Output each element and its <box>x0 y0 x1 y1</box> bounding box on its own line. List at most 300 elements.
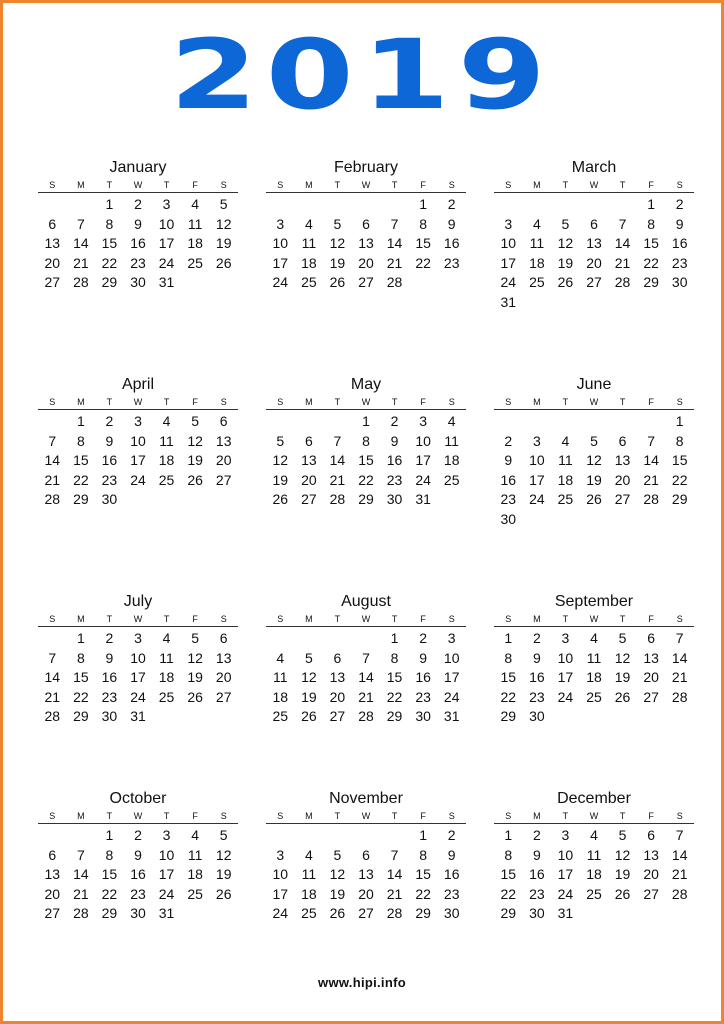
weekday-label: S <box>505 614 512 624</box>
day-cell: 5 <box>191 630 200 646</box>
day-cell: 2 <box>419 630 428 646</box>
day-cell: 13 <box>614 452 631 468</box>
weekday-header <box>266 179 466 193</box>
day-cell: 24 <box>557 885 574 902</box>
day-cell: 22 <box>386 688 403 705</box>
weekday-label: S <box>676 811 683 821</box>
day-cell: 10 <box>272 866 289 882</box>
weekday-header <box>38 396 238 410</box>
day-cell: 31 <box>158 274 175 290</box>
day-cell: 22 <box>101 254 118 271</box>
month-name: February <box>333 159 399 176</box>
days-grid <box>494 195 694 312</box>
weekday-label: W <box>589 397 599 407</box>
day-cell: 19 <box>557 254 574 271</box>
day-cell: 29 <box>415 905 431 921</box>
day-cell: 18 <box>443 452 460 468</box>
day-cell: 24 <box>557 688 574 705</box>
day-cell: 3 <box>504 215 513 232</box>
day-cell: 28 <box>614 274 631 290</box>
days-grid <box>266 195 466 293</box>
day-cell: 6 <box>304 432 313 449</box>
day-cell: 14 <box>358 669 374 685</box>
day-cell: 25 <box>158 688 175 705</box>
day-cell: 24 <box>130 688 146 705</box>
days-grid <box>494 629 694 727</box>
day-cell: 12 <box>215 846 232 863</box>
day-cell: 7 <box>76 215 85 232</box>
day-cell: 22 <box>500 885 517 902</box>
day-cell: 3 <box>134 413 142 429</box>
day-cell: 20 <box>215 669 232 685</box>
day-cell: 9 <box>105 649 114 666</box>
day-cell: 3 <box>447 630 456 646</box>
day-cell: 17 <box>272 254 289 271</box>
day-cell: 21 <box>73 885 89 902</box>
day-cell: 17 <box>158 866 175 882</box>
day-cell: 6 <box>333 649 342 666</box>
day-cell: 25 <box>301 274 317 290</box>
day-cell: 27 <box>643 885 659 902</box>
weekday-label: T <box>334 811 341 821</box>
weekday-label: W <box>361 397 371 407</box>
day-cell: 10 <box>529 452 545 468</box>
day-cell: 20 <box>358 254 374 271</box>
day-cell: 31 <box>130 708 146 724</box>
day-cell: 30 <box>101 708 118 724</box>
day-cell: 12 <box>272 452 289 468</box>
day-cell: 2 <box>105 630 114 646</box>
weekday-label: T <box>391 180 398 190</box>
day-cell: 5 <box>618 630 627 646</box>
day-cell: 5 <box>590 432 598 449</box>
day-cell: 17 <box>500 254 517 271</box>
day-cell: 16 <box>443 235 460 251</box>
month-name: June <box>576 376 612 393</box>
weekday-label: W <box>133 180 143 190</box>
day-cell: 10 <box>557 846 574 863</box>
day-cell: 3 <box>162 827 171 843</box>
day-cell: 30 <box>386 491 403 507</box>
month-march <box>494 159 694 312</box>
day-cell: 31 <box>415 491 431 507</box>
day-cell: 5 <box>219 827 228 843</box>
day-cell: 15 <box>101 235 118 251</box>
day-cell: 19 <box>272 471 289 488</box>
weekday-label: F <box>192 614 198 624</box>
day-cell: 5 <box>618 827 627 843</box>
weekday-header <box>38 810 238 824</box>
day-cell: 19 <box>614 669 631 685</box>
day-cell: 24 <box>130 471 146 488</box>
day-cell: 14 <box>73 235 89 251</box>
day-cell: 4 <box>304 215 313 232</box>
day-cell: 15 <box>101 866 118 882</box>
day-cell: 10 <box>130 432 146 449</box>
day-cell: 27 <box>215 688 232 705</box>
day-cell: 21 <box>386 254 403 271</box>
day-cell: 14 <box>44 669 61 685</box>
weekday-label: S <box>277 811 284 821</box>
days-grid <box>266 412 466 510</box>
day-cell: 9 <box>105 432 114 449</box>
day-cell: 22 <box>73 688 89 705</box>
day-cell: 26 <box>187 688 203 705</box>
day-cell: 12 <box>557 235 574 251</box>
day-cell: 1 <box>105 827 114 843</box>
day-cell: 13 <box>358 866 374 882</box>
day-cell: 10 <box>130 649 146 666</box>
day-cell: 29 <box>500 905 517 921</box>
day-cell: 13 <box>215 432 232 449</box>
day-cell: 2 <box>134 196 142 212</box>
day-cell: 22 <box>358 471 374 488</box>
day-cell: 16 <box>529 669 545 685</box>
day-cell: 29 <box>500 708 517 724</box>
day-cell: 29 <box>643 274 659 290</box>
weekday-label: W <box>589 614 599 624</box>
month-name: August <box>341 593 391 610</box>
weekday-header <box>266 810 466 824</box>
month-july <box>38 593 238 727</box>
day-cell: 19 <box>187 452 203 468</box>
day-cell: 14 <box>671 846 688 863</box>
day-cell: 15 <box>73 452 89 468</box>
day-cell: 28 <box>358 708 374 724</box>
month-name: July <box>123 593 153 610</box>
weekday-label: T <box>106 397 113 407</box>
weekday-label: S <box>505 811 512 821</box>
day-cell: 27 <box>586 274 602 290</box>
day-cell: 1 <box>76 413 85 429</box>
day-cell: 11 <box>301 235 317 251</box>
day-cell: 8 <box>105 846 114 863</box>
weekday-label: S <box>676 180 683 190</box>
day-cell: 8 <box>675 432 684 449</box>
day-cell: 18 <box>557 471 574 488</box>
weekday-label: S <box>220 614 227 624</box>
month-december <box>494 790 694 924</box>
day-cell: 5 <box>219 196 228 212</box>
day-cell: 2 <box>532 827 541 843</box>
day-cell: 8 <box>390 649 399 666</box>
day-cell: 13 <box>215 649 232 666</box>
day-cell: 9 <box>447 215 456 232</box>
day-cell: 16 <box>130 866 146 882</box>
day-cell: 20 <box>614 471 631 488</box>
day-cell: 10 <box>443 649 460 666</box>
day-cell: 25 <box>187 885 203 902</box>
day-cell: 6 <box>590 215 598 232</box>
day-cell: 18 <box>586 669 602 685</box>
day-cell: 3 <box>276 846 285 863</box>
weekday-label: W <box>361 180 371 190</box>
day-cell: 28 <box>329 491 346 507</box>
day-cell: 18 <box>301 885 317 902</box>
month-september <box>494 593 694 727</box>
weekday-label: S <box>49 397 56 407</box>
day-cell: 1 <box>76 630 85 646</box>
weekday-label: S <box>49 614 56 624</box>
weekday-label: T <box>106 180 113 190</box>
day-cell: 15 <box>671 452 688 468</box>
day-cell: 31 <box>158 905 175 921</box>
day-cell: 23 <box>415 688 431 705</box>
day-cell: 24 <box>443 688 460 705</box>
day-cell: 20 <box>358 885 374 902</box>
day-cell: 17 <box>272 885 289 902</box>
day-cell: 13 <box>301 452 317 468</box>
weekday-label: W <box>133 397 143 407</box>
day-cell: 17 <box>158 235 175 251</box>
month-name: December <box>557 790 631 807</box>
day-cell: 28 <box>73 905 89 921</box>
weekday-label: S <box>505 397 512 407</box>
day-cell: 6 <box>219 630 228 646</box>
weekday-label: F <box>192 397 198 407</box>
weekday-header <box>494 810 694 824</box>
day-cell: 20 <box>44 885 61 902</box>
day-cell: 22 <box>415 254 431 271</box>
day-cell: 3 <box>162 196 171 212</box>
day-cell: 25 <box>187 254 203 271</box>
weekday-label: F <box>648 614 654 624</box>
day-cell: 13 <box>44 235 61 251</box>
day-cell: 7 <box>647 432 656 449</box>
day-cell: 4 <box>532 215 541 232</box>
day-cell: 11 <box>444 432 459 449</box>
day-cell: 24 <box>415 471 431 488</box>
day-cell: 27 <box>614 491 631 507</box>
day-cell: 7 <box>76 846 85 863</box>
day-cell: 25 <box>443 471 460 488</box>
day-cell: 6 <box>647 630 656 646</box>
day-cell: 14 <box>614 235 631 251</box>
day-cell: 26 <box>586 491 602 507</box>
day-cell: 26 <box>215 254 232 271</box>
day-cell: 26 <box>614 885 631 902</box>
month-february <box>266 159 466 293</box>
weekday-label: M <box>305 811 313 821</box>
day-cell: 11 <box>159 432 174 449</box>
day-cell: 21 <box>614 254 631 271</box>
month-november <box>266 790 466 924</box>
day-cell: 27 <box>301 491 317 507</box>
weekday-label: S <box>448 180 455 190</box>
day-cell: 17 <box>557 669 574 685</box>
day-cell: 12 <box>301 669 317 685</box>
day-cell: 14 <box>386 866 403 882</box>
day-cell: 15 <box>643 235 659 251</box>
day-cell: 2 <box>504 432 513 449</box>
day-cell: 19 <box>329 254 346 271</box>
day-cell: 12 <box>329 235 346 251</box>
day-cell: 22 <box>101 885 118 902</box>
weekday-label: M <box>305 397 313 407</box>
day-cell: 26 <box>215 885 232 902</box>
day-cell: 13 <box>44 866 61 882</box>
day-cell: 28 <box>643 491 659 507</box>
day-cell: 21 <box>643 471 659 488</box>
day-cell: 6 <box>219 413 228 429</box>
day-cell: 4 <box>561 432 570 449</box>
day-cell: 22 <box>643 254 659 271</box>
day-cell: 31 <box>443 708 460 724</box>
day-cell: 21 <box>671 866 688 882</box>
month-name: November <box>329 790 403 807</box>
day-cell: 11 <box>273 669 288 685</box>
weekday-label: W <box>361 614 371 624</box>
weekday-label: W <box>361 811 371 821</box>
day-cell: 21 <box>386 885 403 902</box>
day-cell: 5 <box>191 413 200 429</box>
day-cell: 29 <box>101 274 118 290</box>
day-cell: 26 <box>557 274 574 290</box>
day-cell: 15 <box>415 235 431 251</box>
day-cell: 27 <box>44 905 61 921</box>
weekday-label: T <box>562 180 569 190</box>
weekday-label: T <box>106 614 113 624</box>
day-cell: 14 <box>44 452 61 468</box>
day-cell: 7 <box>48 649 57 666</box>
days-grid <box>266 826 466 924</box>
day-cell: 29 <box>73 708 89 724</box>
day-cell: 22 <box>671 471 688 488</box>
weekday-label: M <box>533 614 541 624</box>
day-cell: 16 <box>415 669 431 685</box>
day-cell: 3 <box>134 630 142 646</box>
day-cell: 20 <box>643 866 659 882</box>
day-cell: 18 <box>187 235 203 251</box>
day-cell: 30 <box>529 708 545 724</box>
day-cell: 17 <box>130 452 146 468</box>
day-cell: 6 <box>647 827 656 843</box>
day-cell: 29 <box>73 491 89 507</box>
day-cell: 13 <box>643 649 659 666</box>
day-cell: 8 <box>419 215 428 232</box>
weekday-label: S <box>676 397 683 407</box>
day-cell: 7 <box>390 215 399 232</box>
day-cell: 11 <box>187 215 203 232</box>
day-cell: 15 <box>415 866 431 882</box>
weekday-label: M <box>305 180 313 190</box>
day-cell: 21 <box>671 669 688 685</box>
day-cell: 27 <box>329 708 346 724</box>
day-cell: 8 <box>419 846 428 863</box>
day-cell: 7 <box>48 432 57 449</box>
day-cell: 30 <box>500 510 517 527</box>
day-cell: 20 <box>301 471 317 488</box>
weekday-label: W <box>133 811 143 821</box>
day-cell: 30 <box>101 491 118 507</box>
day-cell: 24 <box>272 274 289 290</box>
day-cell: 25 <box>272 708 289 724</box>
day-cell: 3 <box>419 413 428 429</box>
weekday-header <box>38 179 238 193</box>
day-cell: 4 <box>590 827 598 843</box>
day-cell: 2 <box>532 630 541 646</box>
day-cell: 23 <box>443 254 460 271</box>
day-cell: 15 <box>500 866 517 882</box>
day-cell: 12 <box>187 649 203 666</box>
weekday-label: M <box>305 614 313 624</box>
month-april <box>38 376 238 510</box>
day-cell: 14 <box>73 866 89 882</box>
day-cell: 22 <box>415 885 431 902</box>
weekday-header <box>266 396 466 410</box>
day-cell: 3 <box>276 215 285 232</box>
day-cell: 27 <box>44 274 61 290</box>
day-cell: 5 <box>333 215 342 232</box>
day-cell: 12 <box>614 846 631 863</box>
day-cell: 4 <box>191 196 200 212</box>
month-name: January <box>109 159 167 176</box>
day-cell: 19 <box>586 471 602 488</box>
day-cell: 13 <box>586 235 602 251</box>
weekday-header <box>494 613 694 627</box>
day-cell: 28 <box>671 688 688 705</box>
day-cell: 23 <box>130 885 146 902</box>
day-cell: 6 <box>362 846 370 863</box>
day-cell: 23 <box>500 491 517 507</box>
day-cell: 8 <box>504 846 513 863</box>
day-cell: 24 <box>529 491 545 507</box>
day-cell: 11 <box>301 866 317 882</box>
day-cell: 18 <box>187 866 203 882</box>
day-cell: 23 <box>101 471 118 488</box>
day-cell: 1 <box>647 196 656 212</box>
month-name: April <box>121 376 154 393</box>
day-cell: 23 <box>529 688 545 705</box>
day-cell: 9 <box>675 215 684 232</box>
day-cell: 30 <box>130 905 146 921</box>
day-cell: 4 <box>447 413 456 429</box>
weekday-label: T <box>334 397 341 407</box>
day-cell: 1 <box>504 827 513 843</box>
weekday-label: T <box>163 180 170 190</box>
day-cell: 30 <box>529 905 545 921</box>
day-cell: 28 <box>671 885 688 902</box>
day-cell: 19 <box>301 688 317 705</box>
weekday-header <box>38 613 238 627</box>
day-cell: 29 <box>386 708 403 724</box>
day-cell: 1 <box>504 630 513 646</box>
day-cell: 2 <box>134 827 142 843</box>
day-cell: 25 <box>529 274 545 290</box>
weekday-label: M <box>533 397 541 407</box>
day-cell: 22 <box>73 471 89 488</box>
day-cell: 4 <box>276 649 285 666</box>
day-cell: 26 <box>329 905 346 921</box>
weekday-label: T <box>562 811 569 821</box>
weekday-label: M <box>77 180 85 190</box>
month-january <box>38 159 238 293</box>
day-cell: 2 <box>105 413 114 429</box>
day-cell: 15 <box>386 669 403 685</box>
day-cell: 2 <box>447 827 456 843</box>
days-grid <box>266 629 466 727</box>
days-grid <box>38 412 238 510</box>
day-cell: 23 <box>443 885 460 902</box>
day-cell: 11 <box>187 846 203 863</box>
weekday-label: M <box>77 811 85 821</box>
day-cell: 14 <box>329 452 346 468</box>
weekday-label: S <box>505 180 512 190</box>
weekday-label: S <box>676 614 683 624</box>
day-cell: 23 <box>130 254 146 271</box>
day-cell: 25 <box>586 885 602 902</box>
weekday-label: F <box>192 180 198 190</box>
